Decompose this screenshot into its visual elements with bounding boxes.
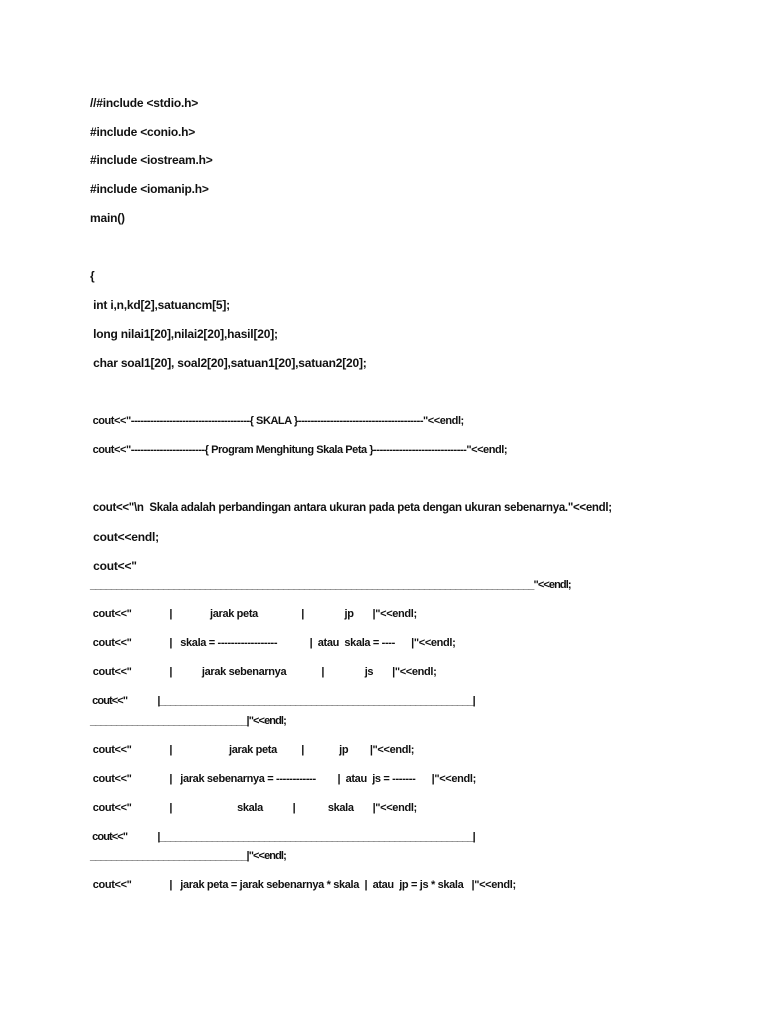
- code-line-7: int i,n,kd[2],satuancm[5];: [90, 298, 230, 312]
- code-line-16: cout<<" | jarak peta | jp |"<<endl;: [90, 608, 417, 620]
- code-line-3: #include <iostream.h>: [90, 153, 213, 167]
- code-line-14: cout<<": [90, 559, 137, 573]
- code-line-4: #include <iomanip.h>: [90, 182, 209, 196]
- code-line-6: {: [90, 269, 95, 283]
- code-line-2: #include <conio.h>: [90, 125, 196, 139]
- code-line-8: long nilai1[20],nilai2[20],hasil[20];: [90, 327, 278, 341]
- code-line-15: _____________________________________________________________________________________"<<endl;: [90, 579, 571, 591]
- code-line-20: ______________________________|"<<endl;: [90, 715, 286, 727]
- code-line-22: cout<<" | jarak sebenarnya = ------------ | atau js = ------- |"<<endl;: [90, 773, 476, 785]
- code-line-5: main(): [90, 211, 125, 225]
- code-line-13: cout<<endl;: [90, 530, 159, 544]
- code-line-26: cout<<" | jarak peta = jarak sebenarnya * skala | atau jp = js * skala |"<<endl;: [90, 879, 516, 891]
- code-line-12: cout<<"\n Skala adalah perbandingan antara ukuran pada peta dengan ukuran sebenarnya."<<endl;: [90, 502, 612, 514]
- code-line-10: cout<<"-------------------------------------{ SKALA }---------------------------------------"<<endl;: [90, 415, 464, 427]
- code-line-1: //#include <stdio.h>: [90, 96, 199, 110]
- code-line-23: cout<<" | skala | skala |"<<endl;: [90, 802, 417, 814]
- code-line-24: cout<<" |____________________________________________________________|: [90, 831, 475, 843]
- code-line-21: cout<<" | jarak peta | jp |"<<endl;: [90, 744, 415, 756]
- code-line-17: cout<<" | skala = ------------------ | atau skala = ---- |"<<endl;: [90, 637, 456, 649]
- code-line-25: ______________________________|"<<endl;: [90, 850, 286, 862]
- code-line-18: cout<<" | jarak sebenarnya | js |"<<endl;: [90, 666, 437, 678]
- code-line-19: cout<<" |____________________________________________________________|: [90, 695, 475, 707]
- code-line-11: cout<<"-----------------------{ Program Menghitung Skala Peta }-----------------------------"<<endl;: [90, 444, 508, 456]
- code-line-9: char soal1[20], soal2[20],satuan1[20],satuan2[20];: [90, 356, 367, 370]
